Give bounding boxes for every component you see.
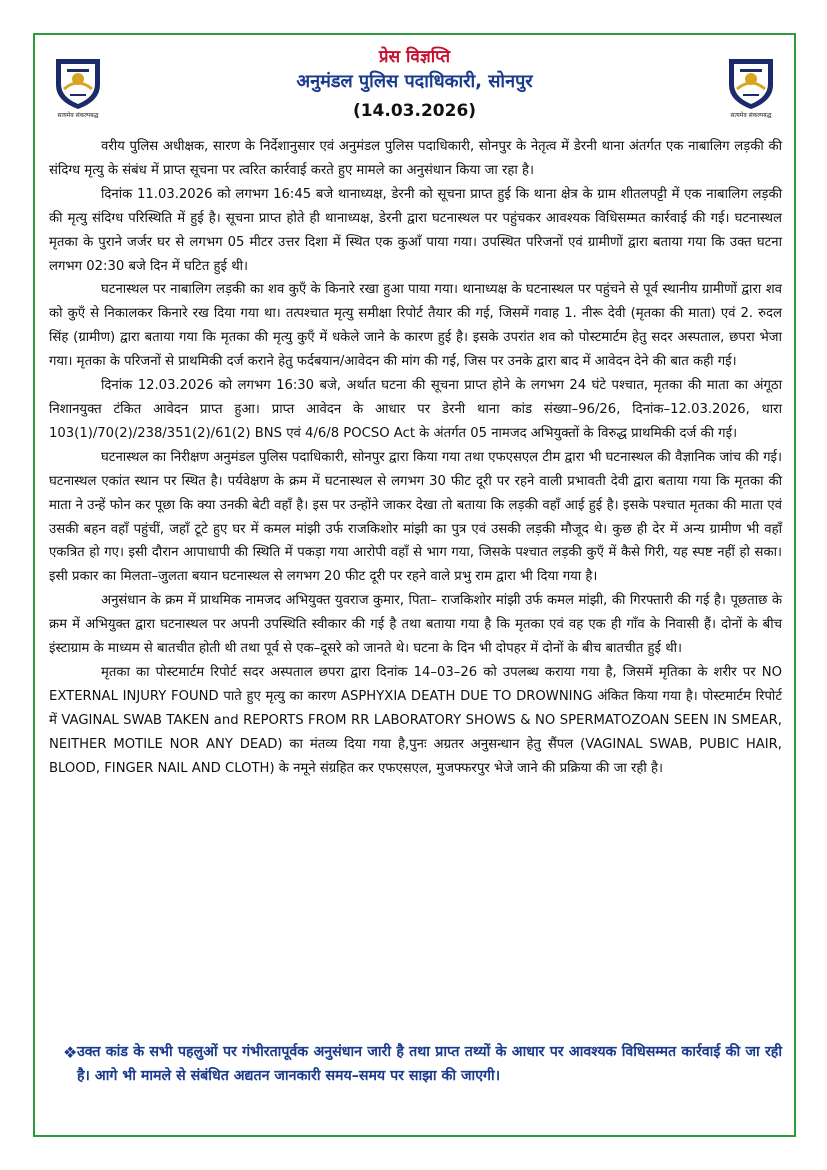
logo-motto-left: सत्यमेव संकल्पबद्ध [57,112,99,119]
paragraph-fir: दिनांक 12.03.2026 को लगभग 16:30 बजे, अर्थात घटना की सूचना प्राप्त होने के लगभग 24 घंटे पश्चात, मृतका की माता का अंगूठा निशानयुक्त टंकित आवेदन प्राप्त हुआ। प्राप्त आवेदन के आधार पर डेरनी थाना कांड संख्या–96/26, दिनांक–12.03.2026, धारा 103(1)/70(2)/238/351(2)/61(2) BNS एवं 4/6/8 POCSO Act के अंतर्गत 05 नामजद अभियुक्तों के विरुद्ध प्राथमिकी दर्ज की गई। [49,378,782,441]
release-date: (14.03.2026) [352,101,477,121]
office-heading: अनुमंडल पुलिस पदाधिकारी, सोनपुर [296,71,533,92]
closing-note-text: उक्त कांड के सभी पहलुओं पर गंभीरतापूर्वक अनुसंधान जारी है तथा प्राप्त तथ्यों के आधार पर आवश्यक विधिसम्मत कार्रवाई की जा रही है। आगे भी मामले से संबंधित अद्यतन जानकारी समय–समय पर साझा की जाएगी। [77,1044,782,1084]
header [35,45,794,145]
paragraph-incident: दिनांक 11.03.2026 को लगभग 16:45 बजे थानाध्यक्ष, डेरनी को सूचना प्राप्त हुई कि थाना क्षेत्र के ग्राम शीतलपट्टी में एक नाबालिग लड़की की मृत्यु संदिग्ध परिस्थिति में हुई है। सूचना प्राप्त होते ही थानाध्यक्ष, डेरनी द्वारा घटनास्थल पर पहुंचकर आवश्यक विधिसम्मत कार्रवाई की गई। घटनास्थल मृतका के पुराने जर्जर घर से लगभग 05 मीटर उत्तर दिशा में स्थित एक कुआँ पाया गया। उपस्थित परिजनों एवं ग्रामीणों द्वारा बताया गया कि उक्त घटना लगभग 02:30 बजे दिन में घटित हुई थी। [49,186,782,274]
press-release-frame [33,33,796,1137]
bihar-police-emblem-right [721,55,781,117]
diamond-bullet-icon: ❖ [63,1043,78,1062]
closing-note [49,1041,782,1088]
logo-motto-right: सत्यमेव संकल्पबद्ध [730,112,772,119]
paragraph-postmortem: मृतका का पोस्टमार्टम रिपोर्ट सदर अस्पताल छपरा द्वारा दिनांक 14–03–26 को उपलब्ध कराया गया है, जिसमें मृतिका के शरीर पर NO EXTERNAL INJURY FOUND पाते हुए मृत्यु का कारण ASPHYXIA DEATH DUE TO DROWNING अंकित किया गया है। पोस्टमार्टम रिपोर्ट में VAGINAL SWAB TAKEN and REPORTS FROM RR LABORATORY SHOWS & NO SPERMATOZOAN SEEN IN SMEAR, NEITHER MOTILE NOR ANY DEAD) का मंतव्य दिया गया है,पुनः अग्रतर अनुसन्धान हेतु सैंपल (VAGINAL SWAB, PUBIC HAIR, BLOOD, FINGER NAIL AND CLOTH) के नमूने संग्रहित कर एफएसएल, मुजफ्फरपुर भेजे जाने की प्रक्रिया की जा रही है। [49,664,782,776]
release-body [49,135,782,780]
paragraph-body-found: घटनास्थल पर नाबालिग लड़की का शव कुएँ के किनारे रखा हुआ पाया गया। थानाध्यक्ष के घटनास्थल पर पहुंचने से पूर्व स्थानीय ग्रामीणों द्वारा शव को कुएँ से निकालकर किनारे रख दिया गया था। तत्पश्चात मृत्यु समीक्षा रिपोर्ट तैयार की गई, जिसमें गवाह 1. नीरू देवी (मृतका की माता) एवं 2. रुदल सिंह (ग्रामीण) द्वारा बताया गया कि मृतका की मृत्यु कुएँ में धकेले जाने के कारण हुई है। इसके उपरांत शव को पोस्टमार्टम हेतु सदर अस्पताल, छपरा भेजा गया। मृतका के परिजनों से प्राथमिकी दर्ज कराने हेतु फर्दबयान/आवेदन की मांग की गई, जिस पर उनके द्वारा बाद में आवेदन देने की बात कही गई। [49,282,782,370]
press-release-title: प्रेस विज्ञप्ति [378,47,451,67]
paragraph-intro: वरीय पुलिस अधीक्षक, सारण के निर्देशानुसार एवं अनुमंडल पुलिस पदाधिकारी, सोनपुर के नेतृत्व में डेरनी थाना अंतर्गत एक नाबालिग लड़की की संदिग्ध मृत्यु के संबंध में प्राप्त सूचना पर त्वरित कार्रवाई करते हुए मामले का अनुसंधान किया जा रहा है। [49,139,782,178]
title-block [35,45,794,123]
paragraph-arrest: अनुसंधान के क्रम में प्राथमिक नामजद अभियुक्त युवराज कुमार, पिता– राजकिशोर मांझी उर्फ कमल मांझी, की गिरफ्तारी की गई है। पूछताछ के क्रम में अभियुक्त द्वारा घटनास्थल पर अपनी उपस्थिति स्वीकार की गई है तथा बताया गया है कि मृतका एवं वह एक ही गाँव के निवासी हैं। दोनों के बीच इंस्टाग्राम के माध्यम से बातचीत होती थी तथा पूर्व से एक–दूसरे को जानते थे। घटना के दिन भी दोपहर में दोनों के बीच बातचीत हुई थी। [49,593,782,657]
paragraph-inspection: घटनास्थल का निरीक्षण अनुमंडल पुलिस पदाधिकारी, सोनपुर द्वारा किया गया तथा एफएसएल टीम द्वारा भी घटनास्थल की वैज्ञानिक जांच की गई। घटनास्थल एकांत स्थान पर स्थित है। पर्यवेक्षण के क्रम में घटनास्थल से लगभग 30 फीट दूरी पर रहने वाली प्रभावती देवी द्वारा बताया गया कि मृतका की माता ने उन्हें फोन कर पूछा कि क्या उनकी बेटी वहाँ है। इस पर उन्होंने जाकर देखा तो बताया कि लड़की वहाँ आई हुई है। इसके पश्चात मृतका की माता एवं उसकी बहन वहाँ पहुंचीं, जहाँ टूटे हुए घर में कमल मांझी उर्फ राजकिशोर मांझी का पुत्र एवं उसकी लड़की मौजूद थे। कुछ ही देर में अन्य ग्रामीण भी वहाँ एकत्रित हो गए। इसी दौरान आपाधापी की स्थिति में पकड़ा गया आरोपी वहाँ से भाग गया, जिसके पश्चात लड़की कुएँ में कैसे गिरी, यह स्पष्ट नहीं हो सका। इसी प्रकार का मिलता–जुलता बयान घटनास्थल से लगभग 20 फीट दूरी पर रहने वाले प्रभु राम द्वारा भी दिया गया है। [49,449,782,585]
